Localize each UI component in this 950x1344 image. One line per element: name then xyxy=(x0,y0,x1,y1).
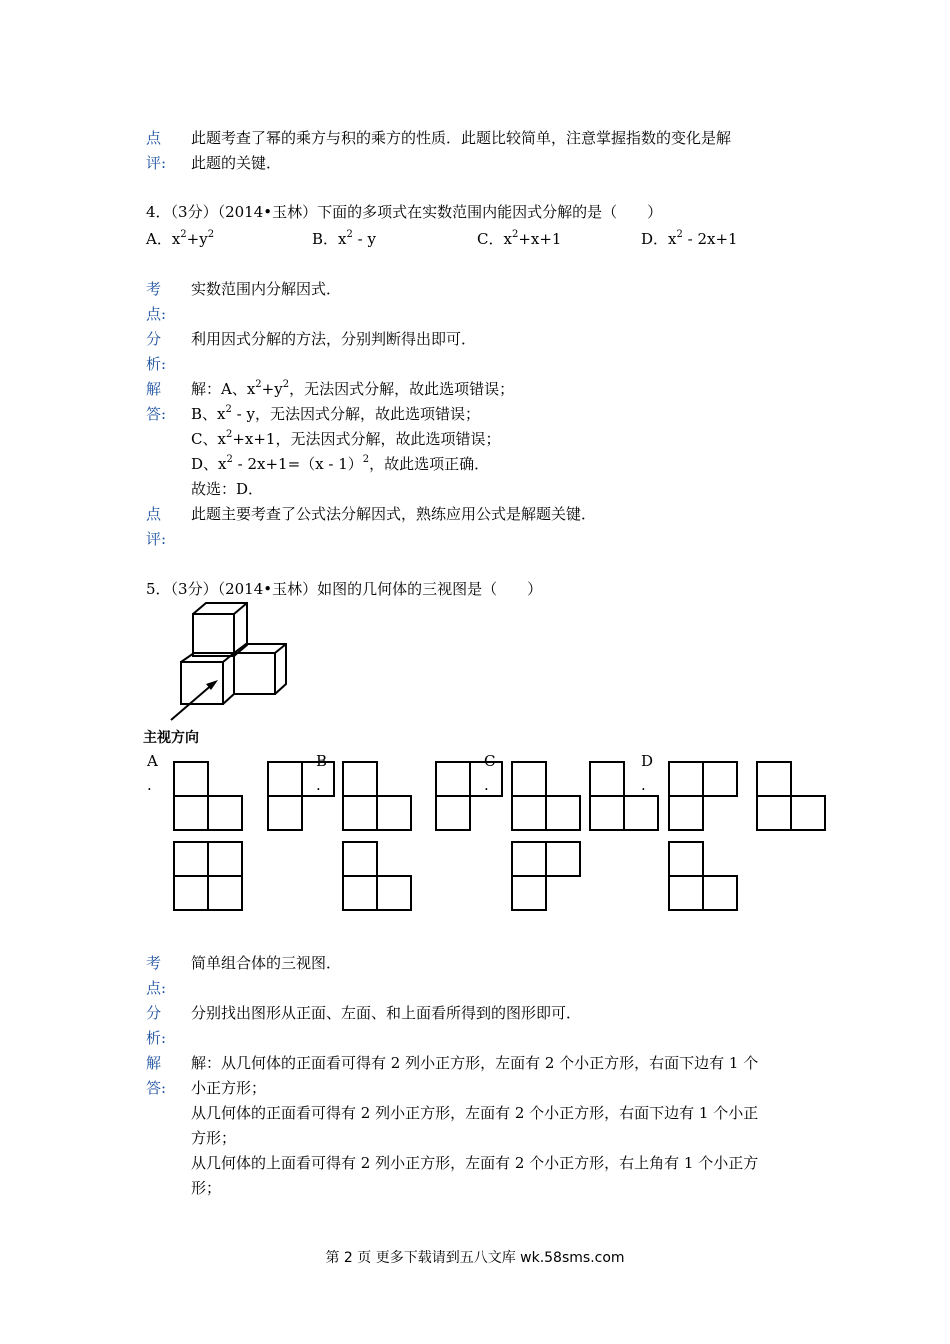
option-b-top-view xyxy=(343,842,411,910)
q4-dianping: 此题主要考查了公式法分解因式，熟练应用公式是解题关键． xyxy=(191,505,597,523)
q5-label-jie: 解 xyxy=(146,1054,162,1072)
q5-jieda-line6: 形； xyxy=(191,1179,222,1197)
option-dot-b: . xyxy=(316,776,321,794)
q4-jieda-line3: C、$x^2+x+1$，无法因式分解，故此选项错误； xyxy=(191,429,501,448)
q5-stem: 5．（3分）（2014•玉林）如图的几何体的三视图是（ ） xyxy=(146,580,543,598)
q4-kaodian: 实数范围内分解因式． xyxy=(191,280,342,298)
option-dot-a: . xyxy=(147,776,152,794)
option-letter-c: C xyxy=(484,752,496,770)
label-dian: 点 xyxy=(146,129,162,147)
label-dian2: 点: xyxy=(146,305,167,323)
option-c-top-view xyxy=(512,842,580,910)
option-c-front-view xyxy=(512,762,580,830)
q5-jieda-line5: 从几何体的上面看可得有 2 列小正方形，左面有 2 个小正方形，右上角有 1 个小正方 xyxy=(191,1154,759,1172)
q5-jieda-line1: 解：从几何体的正面看可得有 2 列小正方形，左面有 2 个小正方形，右面下边有 1 个 xyxy=(191,1054,759,1072)
option-letter-d: D xyxy=(641,752,654,770)
label-kao: 考 xyxy=(146,280,162,298)
q3-comment-line2: 此题的关键． xyxy=(191,154,282,172)
option-letter-b: B xyxy=(316,752,328,770)
q5-label-da: 答: xyxy=(146,1079,167,1097)
q5-fenxi: 分别找出图形从正面、左面、和上面看所得到的图形即可． xyxy=(191,1004,582,1022)
label-da: 答: xyxy=(146,405,167,423)
q4-option-b: B．$x^2$ - y xyxy=(312,229,376,248)
q5-label-kao: 考 xyxy=(146,954,162,972)
q4-jieda-line1: 解：A、$x^2+y^2$，无法因式分解，故此选项错误； xyxy=(191,379,515,398)
q4-option-a: A．$x^2+y^2$ xyxy=(146,229,215,248)
option-a-top-view xyxy=(174,842,242,910)
q4-option-d: D．$x^2 - 2x+1$ xyxy=(641,229,738,248)
q4-jieda-line2: B、$x^2$ - y，无法因式分解，故此选项错误； xyxy=(191,404,480,423)
q4-option-c: C．$x^2+x+1$ xyxy=(477,229,562,248)
label-dian-q4: 点 xyxy=(146,505,162,523)
label-ping: 评: xyxy=(146,154,167,172)
q3-comment-line1: 此题考查了幂的乘方与积的乘方的性质．此题比较简单，注意掌握指数的变化是解 xyxy=(191,129,732,147)
option-d-top-view xyxy=(669,842,737,910)
q4-jieda-line4: D、$x^2 - 2x+1=(x - 1)^2$，故此选项正确． xyxy=(191,454,490,473)
q5-jieda-line4: 方形； xyxy=(191,1129,237,1147)
figure-caption: 主视方向 xyxy=(143,730,199,746)
label-xi: 析: xyxy=(146,355,167,373)
q5-jieda-line2: 小正方形； xyxy=(191,1079,267,1097)
q5-jieda-line3: 从几何体的正面看可得有 2 列小正方形，左面有 2 个小正方形，右面下边有 1 个小正 xyxy=(191,1104,759,1122)
q4-stem: 4．（3分）（2014•玉林）下面的多项式在实数范围内能因式分解的是（ ） xyxy=(146,203,663,221)
option-d-front-view xyxy=(669,762,737,830)
option-d-left-view xyxy=(757,762,825,830)
option-a-front-view xyxy=(174,762,242,830)
q4-jieda-line5: 故选：D． xyxy=(191,480,264,498)
label-jie: 解 xyxy=(146,380,162,398)
q5-label-dian: 点: xyxy=(146,979,167,997)
option-b-front-view xyxy=(343,762,411,830)
option-c-left-view xyxy=(590,762,658,830)
q4-fenxi: 利用因式分解的方法，分别判断得出即可． xyxy=(191,330,477,348)
option-letter-a: A xyxy=(147,752,158,770)
page-footer: 第 2 页 更多下载请到五八文库 wk.58sms.com xyxy=(325,1250,625,1266)
label-fen: 分 xyxy=(146,330,162,348)
q5-label-xi: 析: xyxy=(146,1029,167,1047)
option-dot-c: . xyxy=(484,776,489,794)
option-a-left-view xyxy=(268,762,334,830)
option-dot-d: . xyxy=(641,776,646,794)
q5-label-fen: 分 xyxy=(146,1004,162,1022)
q5-kaodian: 简单组合体的三视图． xyxy=(191,954,342,972)
label-ping-q4: 评: xyxy=(146,530,167,548)
option-b-left-view xyxy=(436,762,502,830)
